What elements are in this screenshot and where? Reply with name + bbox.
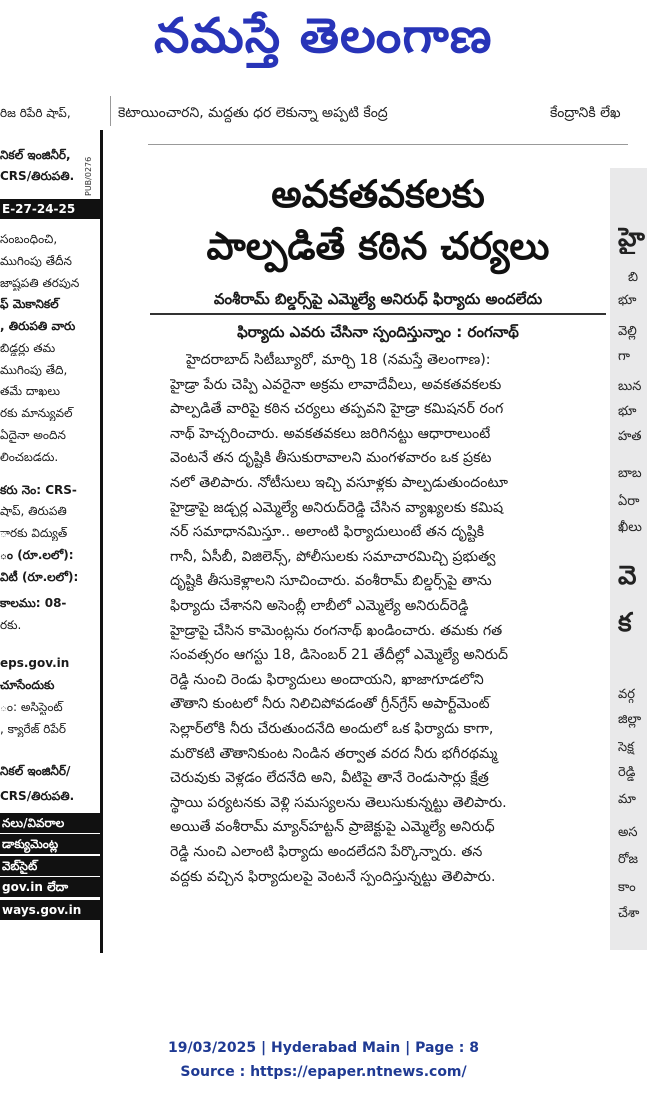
article-body-line: నాథ్ హెచ్చరించారు. అవకతవకలు జరిగినట్టు ఆధారాలుంటే [170, 425, 491, 442]
publication-code: PUB/0276 [84, 156, 93, 196]
headline-line-1: అవకతవకలకు [271, 172, 485, 216]
left-ad-line: లించబడదు. [0, 450, 59, 464]
article-body-line: హైడ్రాపై చేసిన కామెంట్లను రంగనాథ్ ఖండించారు. తమకు గత [170, 622, 503, 639]
article-body-line: నలో తెలిపారు. నోటీసులు ఇచ్చి వసూళ్లకు పాల్పడుతుందంటూ [170, 475, 508, 491]
right-sidebar-line: అస [618, 825, 638, 840]
left-ad-line: ways.gov.in [0, 900, 100, 920]
footer-date-line: 19/03/2025 | Hyderabad Main | Page : 8 [167, 1040, 480, 1056]
left-ad-line: నికల్ ఇంజినీర్, [0, 148, 71, 162]
article-body-line: హైడ్రా పేరు చెప్పి ఎవరైనా అక్రమ లావాదేవీలు, అవకతవకలకు [170, 376, 502, 393]
left-ad-border [100, 130, 103, 953]
left-ad-line: బిడ్డర్లు తమ [0, 341, 56, 355]
right-sidebar-line: హై [618, 223, 645, 253]
masthead [0, 0, 647, 80]
article-kicker: ఫిర్యాదు ఎవరు చేసినా స్పందిస్తున్నాం : రంగనాథ్ [237, 323, 519, 341]
article-body-line: దృష్టికి తీసుకెళ్లాలని సూచించారు. వంశీరామ్ బిల్డర్స్‌పై తాను [170, 573, 492, 590]
left-ad-line: ముగింపు తేదీన [0, 254, 72, 268]
right-sidebar-line: సెక్ష [618, 740, 634, 755]
left-ad-line: డాక్యుమెంట్ల [0, 834, 100, 854]
left-ad-line: చూసేందుకు [0, 678, 55, 692]
left-ad-line: ఫ్ మెకానికల్ [0, 297, 59, 311]
article-body-line: సెల్లార్‌లోకి నీరు చేరుతుందనేది అందులో ఒక ఫిర్యాదు కాగా, [170, 721, 494, 737]
article-body-line: హైడ్రాపై జడ్చర్ల ఎమ్మెల్యే అనిరుద్‌రెడ్డి చేసిన వ్యాఖ్యలకు కమిష [170, 499, 504, 516]
left-ad-line: కాలము: 08- [0, 596, 67, 610]
article-subheadline: వంశీరామ్ బిల్డర్స్‌పై ఎమ్మెల్యే అనిరుధ్ ఫిర్యాదు అందలేదు [213, 290, 543, 308]
right-sidebar-line: వెల్లి [618, 324, 637, 339]
right-sidebar-line: భూ [618, 293, 637, 308]
article-body-line: తౌతాని కుంటలో నీరు నిలిచిపోవడంతో గ్రీన్‌గ్రేస్ అపార్ట్‌మెంట్ [170, 696, 490, 713]
newspaper-logo: నమస్తే తెలంగాణ [154, 8, 493, 64]
left-ad-line: CRS/తిరుపతి. [0, 789, 75, 803]
left-ad-line: రకు మాన్యువల్ [0, 406, 73, 420]
article-body-line: రెడ్డి నుంచి ఎలాంటి ఫిర్యాదు అందలేదని పేర్కొన్నారు. తన [170, 844, 483, 860]
article-body-line: హైదరాబాద్ సిటీబ్యూరో, మార్చి 18 (నమస్తే తెలంగాణ): [186, 352, 491, 368]
right-sidebar-line: గా [618, 349, 630, 364]
left-ad-line: షాప్, తిరుపతి [0, 504, 67, 518]
left-ad-line: విటీ (రూ.లలో): [0, 570, 79, 584]
left-ad-line: జాష్టపతి తరపున [0, 276, 80, 290]
left-ad-line: , క్యారేజ్ రిపేర్ [0, 722, 66, 736]
right-sidebar-line: క [618, 608, 632, 638]
article-body-line: అయితే వంశీరామ్ మ్యాన్‌హట్టన్ ప్రాజెక్టుపై ఎమ్మెల్యే అనిరుధ్ [170, 819, 495, 836]
article-body-line: వద్దకు వచ్చిన ఫిర్యాదులపై వెంటనే స్పందిస్తున్నట్టు తెలిపారు. [170, 868, 496, 885]
left-ad-line: gov.in లేదా [0, 877, 100, 897]
right-sidebar-line: జిల్లా [618, 712, 642, 727]
left-ad-line: , తిరుపతి వారు [0, 319, 76, 333]
left-ad-line: CRS/తిరుపతి. [0, 169, 75, 183]
article-body-line: ఫిర్యాదు చేశానని అసెంబ్లీ లాబీలో ఎమ్మెల్యే అనిరుద్‌రెడ్డి [170, 598, 469, 614]
left-ad-column [0, 100, 100, 955]
article-body-line: నర్ సమాధానమిస్తూ.. అలాంటి ఫిర్యాదులుంటే తన దృష్టికి [170, 524, 485, 541]
right-sidebar-line: ఖీలు [618, 520, 642, 535]
right-sidebar-line: వర్గ [618, 687, 635, 702]
headline-line-2: పాల్పడితే కఠిన చర్యలు [206, 224, 550, 268]
article-body-line: పాల్పడితే వారిపై కఠిన చర్యలు తప్పవని హైడ్రా కమిషనర్ రంగ [170, 401, 504, 418]
top-strip-right-text: కేంద్రానికి లేఖ [550, 105, 621, 121]
left-ad-line: ారకు విద్యుత్ [0, 526, 68, 540]
subheadline-rule [150, 313, 606, 315]
column-divider [110, 96, 111, 126]
left-ad-line: వెబ్‌సైట్ [0, 856, 100, 876]
left-ad-line: నలు/వివరాల [0, 813, 100, 833]
section-divider [148, 144, 628, 145]
right-sidebar-line: చేశా [618, 906, 640, 921]
right-sidebar-line: వె [618, 561, 637, 591]
left-ad-line: రకు. [0, 618, 22, 632]
left-ad-line: ఏదైనా అందిన [0, 428, 66, 442]
top-strip-left-text: కెటాయించారని, మద్దతు ధర లెకున్నా అప్పటి కేంద్ర [118, 105, 388, 121]
right-sidebar-line: బి [628, 270, 639, 285]
article-body-line: చెరువుకు వెళ్లడం లేదనేది అని, వీటిపై తానే రెండుసార్లు క్షేత్ర [170, 770, 489, 787]
right-sidebar-line: రెడ్డి [618, 765, 636, 780]
left-ad-line: కరు నెం: CRS- [0, 483, 77, 497]
right-sidebar-line: బాబ [618, 466, 642, 481]
left-ad-line: తమే దాఖలు [0, 384, 61, 398]
right-sidebar-line: హత [618, 429, 642, 444]
left-ad-line: సంబంధించి, [0, 232, 58, 246]
right-sidebar-line: బున [618, 379, 642, 394]
article-body-line: స్థాయి పర్యటనకు వెళ్లి సమస్యలను తెలుసుకున్నట్టు తెలిపారు. [170, 794, 507, 811]
footer-source-link[interactable]: Source : https://epaper.ntnews.com/ [180, 1064, 467, 1080]
left-ad-line: ముగింపు తేది, [0, 363, 68, 377]
left-ad-line: ం (రూ.లలో): [0, 548, 74, 562]
article-body-line: సంవత్సరం ఆగస్టు 18, డిసెంబర్ 21 తేదీల్లో ఎమ్మెల్యే అనిరుద్ [170, 647, 508, 664]
left-ad-line: నికల్ ఇంజినీర్/ [0, 764, 71, 778]
right-sidebar-line: కాం [618, 880, 636, 895]
right-sidebar-line: మా [618, 792, 636, 807]
left-ad-line: E-27-24-25 [0, 199, 100, 219]
right-sidebar-line: భూ [618, 404, 637, 419]
article-body-line: మరొకటి తౌతానికుంట నిండిన తర్వాత వరద నీరు భగీరథమ్మ [170, 745, 498, 762]
right-sidebar-line: ఏరా [618, 494, 640, 509]
left-ad-line: రిజ రిపేరి షాప్, [0, 106, 71, 120]
left-ad-line: eps.gov.in [0, 656, 70, 670]
left-ad-line: ం: అసిస్టెంట్ [0, 700, 63, 714]
top-strip [118, 100, 647, 126]
article-body-line: వెంటనే తన దృష్టికి తీసుకురావాలని మంగళవారం ఒక ప్రకట [170, 450, 492, 467]
article-body-line: గానీ, ఏసీబీ, విజిలెన్స్, పోలీసులకు సమాచారమిచ్చి ప్రభుత్వ [170, 548, 496, 565]
article-body-line: రెడ్డి నుంచి రెండు ఫిర్యాదులు అందాయని, ఖాజాగూడలోని [170, 671, 484, 688]
right-sidebar-line: రోజ [618, 852, 638, 867]
